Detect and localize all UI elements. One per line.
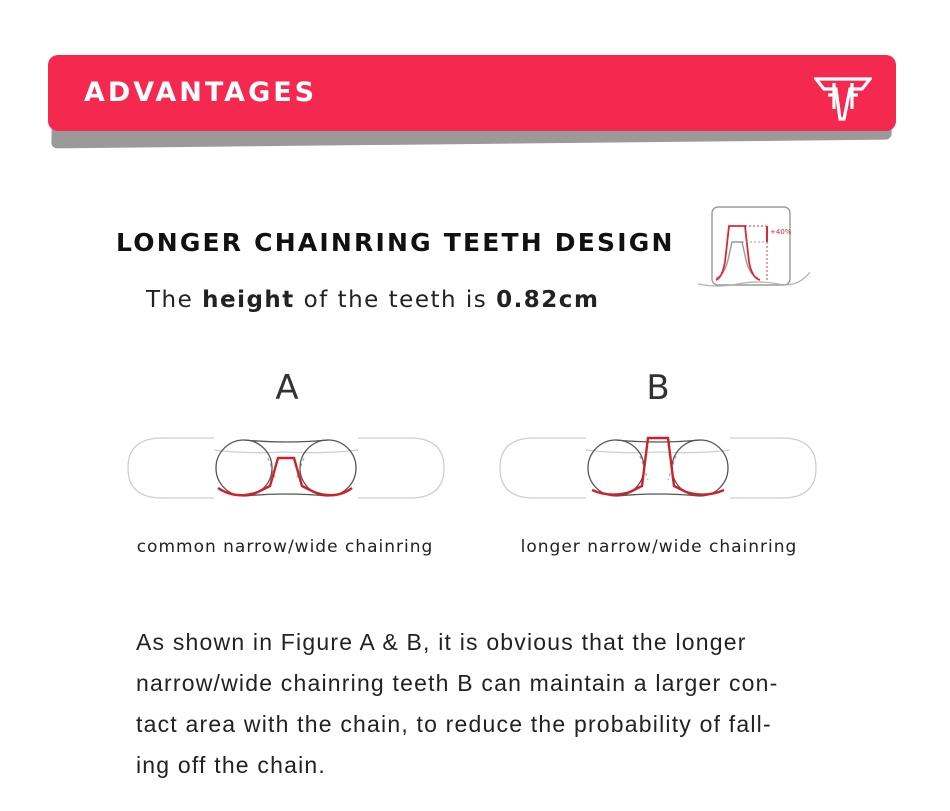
advantages-banner [48,55,896,131]
body-line-2: narrow/wide chainring teeth B can maintain a larger con- [136,670,779,696]
brand-logo-icon [814,75,872,123]
section-title: LONGER CHAINRING TEETH DESIGN [116,228,675,257]
thumbnail-label: +40% [770,228,792,236]
figure-a-letter: A [275,368,299,408]
figure-a-caption: common narrow/wide chainring [136,537,434,557]
subtitle-bold-value: 0.82cm [496,287,600,313]
banner-title: ADVANTAGES [84,77,318,108]
subtitle [146,287,599,313]
subtitle-bold-height: height [202,287,295,313]
body-line-3: tact area with the chain, to reduce the probability of fall- [136,711,772,737]
body-paragraph [136,622,856,786]
body-line-1: As shown in Figure A & B, it is obvious that the longer [136,629,747,655]
subtitle-prefix: The [146,287,203,313]
body-line-4: ing off the chain. [136,752,326,778]
tooth-height-comparison-icon [698,204,810,290]
subtitle-middle: of the teeth is [294,287,497,313]
figure-b-caption: longer narrow/wide chainring [520,537,798,557]
figure-a-chain-diagram [126,430,446,506]
figure-b-letter: B [646,368,670,408]
figure-b-chain-diagram [498,430,818,506]
